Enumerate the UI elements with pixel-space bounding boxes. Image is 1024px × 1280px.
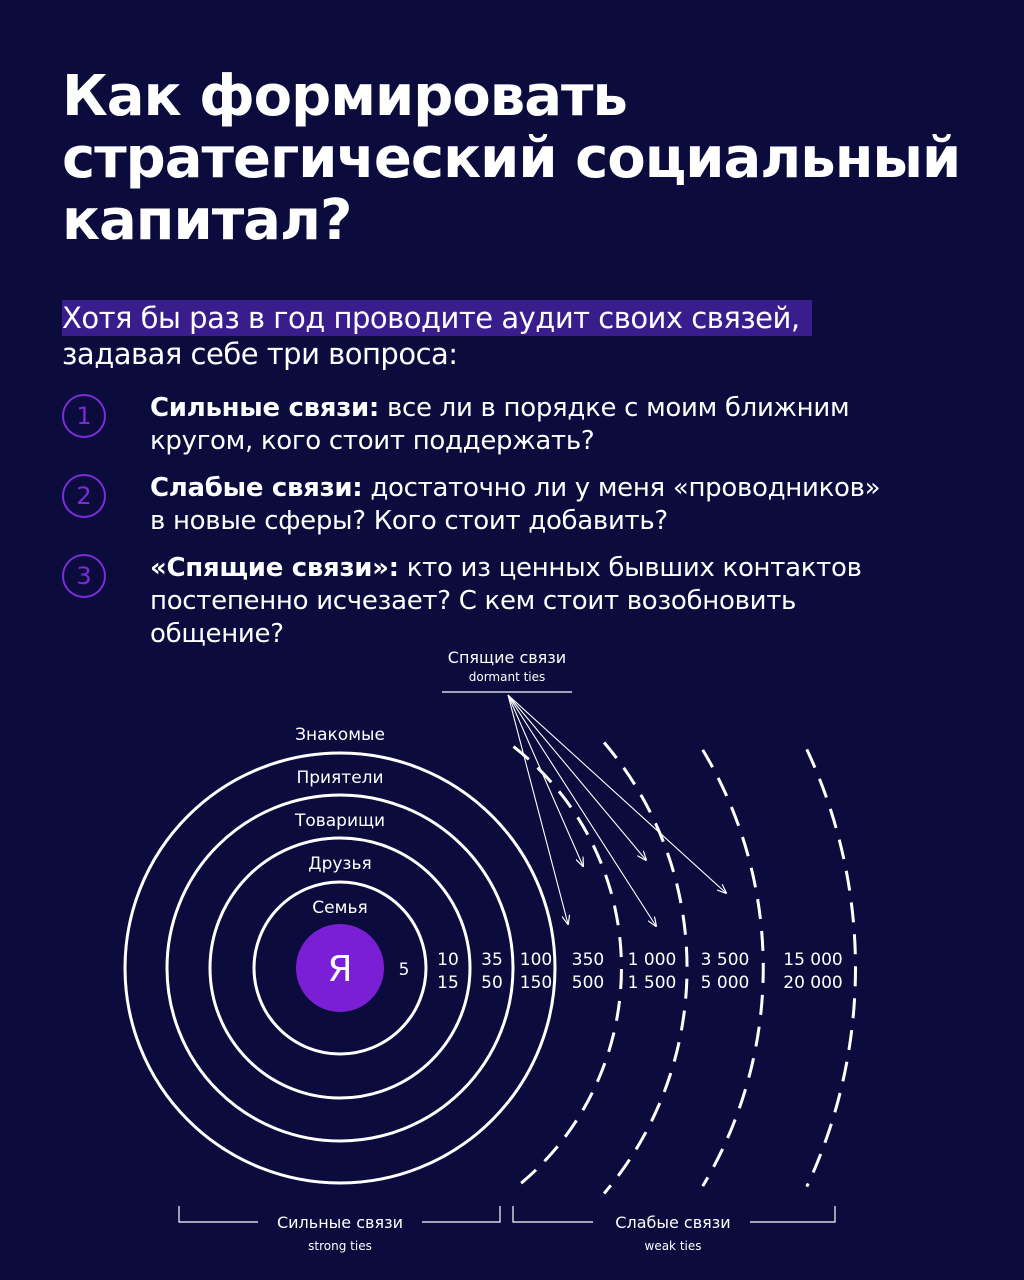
count-3500-bottom: 5 000 <box>700 973 750 993</box>
strong-bracket-left <box>179 1206 258 1222</box>
question-rest-3: кто из ценных бывших контактов <box>398 553 862 583</box>
count-100-bottom: 150 <box>519 973 553 993</box>
count-35-bottom: 50 <box>481 973 503 993</box>
label-comrades: Товарищи <box>294 811 386 831</box>
count-350-bottom: 500 <box>571 973 605 993</box>
question-line3-3: общение? <box>150 619 284 649</box>
intro-line-2: задавая себе три вопроса: <box>62 337 458 371</box>
strong-bracket-right <box>422 1206 500 1222</box>
title-line-2: стратегический социальный <box>62 126 961 191</box>
dormant-arrow <box>508 695 726 893</box>
question-title-3: «Спящие связи»: <box>150 553 399 583</box>
question-title-1: Сильные связи: <box>150 393 380 423</box>
weak-bracket-left <box>513 1206 593 1222</box>
number-badge-2: 2 <box>62 474 106 518</box>
label-family: Семья <box>312 898 368 918</box>
question-rest-1: все ли в порядке с моим ближним <box>379 393 850 423</box>
label-acquaintances: Знакомые <box>295 725 385 745</box>
dormant-arrow <box>508 695 656 926</box>
dormant-label-en: dormant ties <box>468 670 546 684</box>
count-5: 5 <box>398 960 410 980</box>
dormant-arrow <box>508 695 646 860</box>
question-line2-1: кругом, кого стоит поддержать? <box>150 426 595 456</box>
label-pals: Приятели <box>296 768 384 788</box>
label-friends: Друзья <box>308 854 372 874</box>
dormant-arrow <box>508 695 568 924</box>
weak-label-ru: Слабые связи <box>615 1213 731 1232</box>
count-15000-top: 15 000 <box>783 950 843 970</box>
question-rest-2: достаточно ли у меня «проводников» <box>362 473 881 503</box>
count-3500-top: 3 500 <box>700 950 750 970</box>
number-badge-3: 3 <box>62 554 106 598</box>
number-badge-1: 1 <box>62 394 106 438</box>
count-10-top: 10 <box>437 950 459 970</box>
count-10-bottom: 15 <box>437 973 459 993</box>
dormant-arrow <box>508 695 583 866</box>
question-line2-2: в новые сферы? Кого стоит добавить? <box>150 506 668 536</box>
strong-label-ru: Сильные связи <box>276 1213 404 1232</box>
count-100-top: 100 <box>519 950 553 970</box>
title-line-3: капитал? <box>62 188 352 253</box>
count-350-top: 350 <box>571 950 605 970</box>
title-line-1: Как формировать <box>62 64 627 129</box>
weak-bracket-right <box>750 1206 835 1222</box>
strong-label-en: strong ties <box>308 1239 372 1253</box>
intro-line-1: Хотя бы раз в год проводите аудит своих связей, <box>62 300 812 336</box>
question-title-2: Слабые связи: <box>150 473 363 503</box>
question-line2-3: постепенно исчезает? С кем стоит возобновить <box>150 586 797 616</box>
count-15000-bottom: 20 000 <box>783 973 843 993</box>
count-1000-top: 1 000 <box>627 950 677 970</box>
dormant-label-ru: Спящие связи <box>447 648 567 667</box>
count-1000-bottom: 1 500 <box>627 973 677 993</box>
center-label: Я <box>327 949 353 990</box>
weak-label-en: weak ties <box>644 1239 702 1253</box>
count-35-top: 35 <box>481 950 503 970</box>
